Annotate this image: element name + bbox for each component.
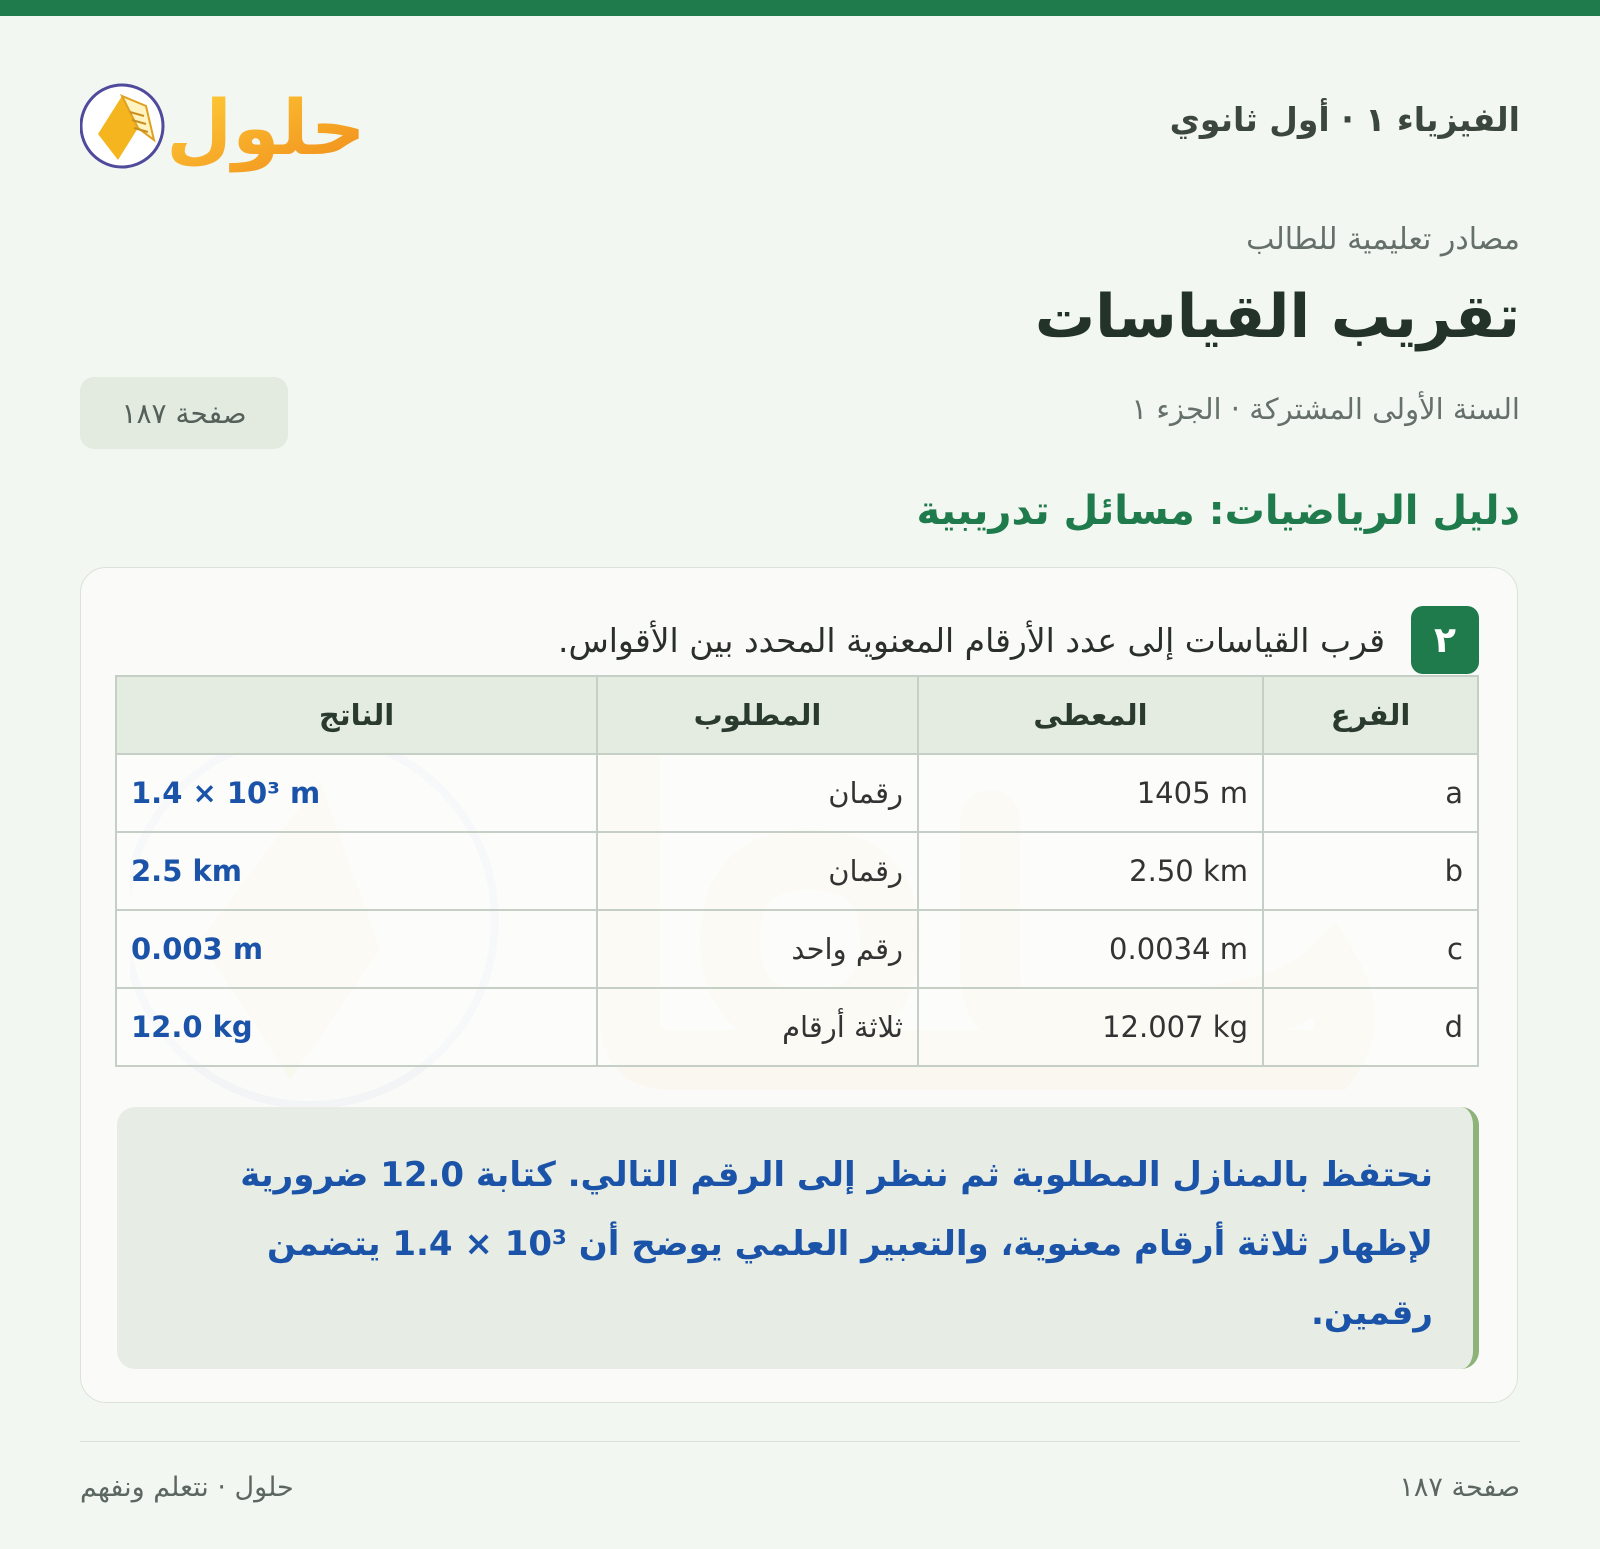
header-result: الناتج bbox=[116, 676, 597, 754]
table-header-row bbox=[116, 676, 1478, 754]
table-row bbox=[116, 832, 1478, 910]
book-info: السنة الأولى المشتركة · الجزء ١ bbox=[1131, 392, 1520, 426]
cell-part: d bbox=[1263, 988, 1478, 1066]
page-header bbox=[80, 62, 1520, 182]
cell-required: ثلاثة أرقام bbox=[597, 988, 918, 1066]
cell-result: 1.4 × 10³ m bbox=[116, 754, 597, 832]
cell-required: رقمان bbox=[597, 832, 918, 910]
exercise-card bbox=[80, 567, 1518, 1403]
cell-required: رقم واحد bbox=[597, 910, 918, 988]
question-number-badge: ٢ bbox=[1411, 606, 1479, 674]
table-row bbox=[116, 988, 1478, 1066]
table-row bbox=[116, 910, 1478, 988]
header-given: المعطى bbox=[918, 676, 1263, 754]
footer-page-number: صفحة ١٨٧ bbox=[1399, 1472, 1520, 1503]
rounding-table bbox=[115, 675, 1479, 1067]
resource-label: مصادر تعليمية للطالب bbox=[1246, 222, 1520, 257]
cell-result: 0.003 m bbox=[116, 910, 597, 988]
brand-logo[interactable] bbox=[80, 62, 370, 182]
cell-given: 12.007 kg bbox=[918, 988, 1263, 1066]
subject-label: الفيزياء ١ · أول ثانوي bbox=[1169, 100, 1520, 139]
cell-result: 2.5 km bbox=[116, 832, 597, 910]
page-number-chip: صفحة ١٨٧ bbox=[80, 377, 288, 449]
question-row bbox=[558, 606, 1479, 674]
table-row bbox=[116, 754, 1478, 832]
cell-part: b bbox=[1263, 832, 1478, 910]
cell-required: رقمان bbox=[597, 754, 918, 832]
footer-brand: حلول · نتعلم ونفهم bbox=[80, 1472, 294, 1503]
footer-divider bbox=[80, 1441, 1520, 1442]
header-part: الفرع bbox=[1263, 676, 1478, 754]
cell-given: 0.0034 m bbox=[918, 910, 1263, 988]
cell-part: c bbox=[1263, 910, 1478, 988]
top-accent-bar bbox=[0, 0, 1600, 16]
question-text: قرب القياسات إلى عدد الأرقام المعنوية المحدد بين الأقواس. bbox=[557, 620, 1385, 660]
cell-given: 2.50 km bbox=[918, 832, 1263, 910]
cell-part: a bbox=[1263, 754, 1478, 832]
svg-text:حلول: حلول bbox=[166, 83, 366, 172]
explanation-note: نحتفظ بالمنازل المطلوبة ثم ننظر إلى الرقم التالي. كتابة 12.0 ضرورية لإظهار ثلاثة أرقام معنوية، والتعبير العلمي يوضح أن 10³ × 1.4 يتضمن رقمين. bbox=[117, 1107, 1479, 1369]
cell-result: 12.0 kg bbox=[116, 988, 597, 1066]
page-title: تقريب القياسات bbox=[1034, 282, 1520, 352]
section-title: دليل الرياضيات: مسائل تدريبية bbox=[916, 488, 1520, 534]
header-required: المطلوب bbox=[597, 676, 918, 754]
cell-given: 1405 m bbox=[918, 754, 1263, 832]
